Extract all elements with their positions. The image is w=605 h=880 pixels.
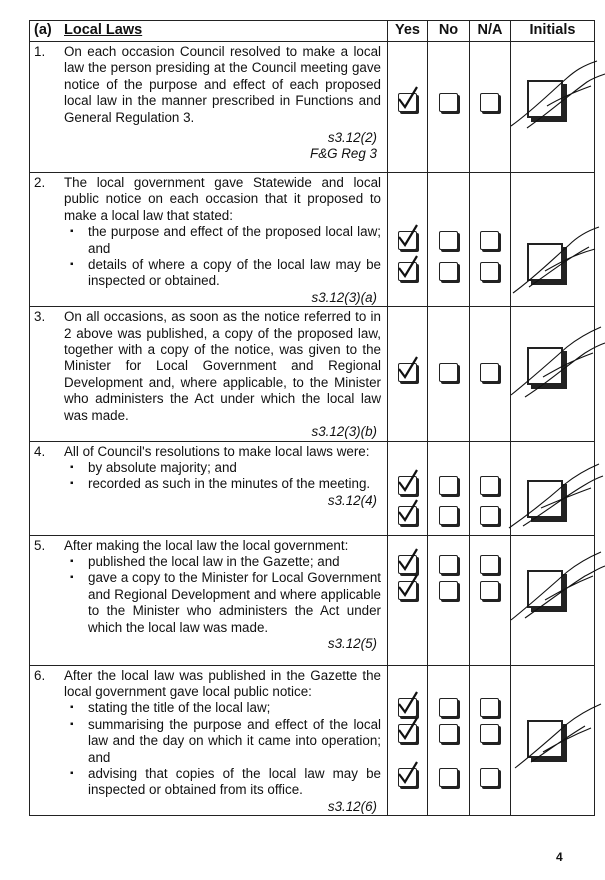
yes-checkbox[interactable]: [398, 698, 417, 717]
bullet-text: stating the title of the local law;: [88, 700, 271, 716]
item-number: 1.: [34, 44, 46, 59]
check-mark-icon: [396, 224, 420, 248]
initials-box[interactable]: [527, 570, 563, 608]
bullet-text: summarising the purpose and effect of the local law and the day on which it came into operation; and: [88, 716, 381, 765]
table-header-row: [30, 21, 595, 42]
page-number: 4: [556, 850, 563, 864]
na-cell: [470, 307, 511, 441]
initials-box[interactable]: [527, 80, 563, 118]
check-mark-icon: [396, 255, 420, 279]
check-mark-icon: [396, 469, 420, 493]
bullet-icon: ▪: [70, 767, 74, 779]
check-mark-icon: [396, 574, 420, 598]
no-checkbox[interactable]: [439, 506, 458, 525]
no-checkbox[interactable]: [439, 581, 458, 600]
na-cell: [470, 42, 511, 173]
item-reference-2: F&G Reg 3: [310, 146, 377, 162]
no-checkbox[interactable]: [439, 476, 458, 495]
initials-cell: [511, 307, 595, 441]
yes-checkbox[interactable]: [398, 581, 417, 600]
item-text: All of Council's resolutions to make local laws were:: [64, 443, 370, 459]
bullet-icon: ▪: [70, 461, 74, 473]
yes-cell: [388, 42, 428, 173]
no-checkbox[interactable]: [439, 93, 458, 112]
yes-cell: [388, 441, 428, 535]
initials-cell: [511, 665, 595, 816]
no-checkbox[interactable]: [439, 724, 458, 743]
na-checkbox[interactable]: [480, 93, 499, 112]
bullet-text: gave a copy to the Minister for Local Government and Regional Development and where applicable to the Minister who administers the Act under which the local law was made.: [88, 570, 381, 635]
no-checkbox[interactable]: [439, 231, 458, 250]
check-mark-icon: [396, 548, 420, 572]
signature-icon: [507, 56, 605, 136]
na-checkbox[interactable]: [480, 262, 499, 281]
item-number: 2.: [34, 175, 46, 190]
na-checkbox[interactable]: [480, 698, 499, 717]
table-row: [30, 173, 595, 307]
na-checkbox[interactable]: [480, 231, 499, 250]
item-cell-3: [30, 307, 388, 441]
signature-icon: [507, 456, 605, 536]
section-label: (a): [34, 22, 52, 38]
bullet-icon: ▪: [70, 226, 74, 238]
na-checkbox[interactable]: [480, 724, 499, 743]
table-row: [30, 42, 595, 173]
na-checkbox[interactable]: [480, 581, 499, 600]
initials-box[interactable]: [527, 720, 563, 758]
signature-icon: [507, 546, 605, 626]
item-text: The local government gave Statewide and local public notice on each occasion that it proposed to make a local law that stated:: [64, 175, 381, 223]
item-cell-6: [30, 665, 388, 816]
col-na-header: N/A: [470, 21, 511, 42]
na-cell: [470, 665, 511, 816]
no-checkbox[interactable]: [439, 262, 458, 281]
bullet-text: advising that copies of the local law may be inspected or obtained from its office.: [88, 765, 381, 798]
item-reference: s3.12(2): [327, 130, 377, 146]
na-cell: [470, 173, 511, 307]
initials-cell: [511, 173, 595, 307]
signature-icon: [507, 323, 605, 403]
bullet-icon: ▪: [70, 478, 74, 490]
item-reference: s3.12(3)(b): [311, 424, 377, 440]
item-reference: s3.12(6): [327, 798, 377, 814]
item-number: 5.: [34, 537, 46, 553]
yes-checkbox[interactable]: [398, 363, 417, 382]
yes-checkbox[interactable]: [398, 476, 417, 495]
na-checkbox[interactable]: [480, 768, 499, 787]
na-checkbox[interactable]: [480, 506, 499, 525]
bullet-text: published the local law in the Gazette; and: [88, 553, 340, 569]
yes-cell: [388, 665, 428, 816]
check-mark-icon: [396, 761, 420, 785]
table-row: [30, 535, 595, 665]
na-checkbox[interactable]: [480, 476, 499, 495]
section-title: Local Laws: [64, 22, 143, 38]
yes-cell: [388, 535, 428, 665]
no-cell: [428, 665, 470, 816]
yes-checkbox[interactable]: [398, 506, 417, 525]
no-cell: [428, 307, 470, 441]
table-row: [30, 441, 595, 535]
bullet-icon: ▪: [70, 572, 74, 584]
item-text: On each occasion Council resolved to make a local law the person presiding at the Council meeting gave notice of the purpose and effect of each proposed local law in the manner prescribed in Functions and General Regulation 3.: [64, 44, 381, 125]
bullet-text: by absolute majority; and: [88, 459, 237, 475]
item-text: On all occasions, as soon as the notice referred to in 2 above was published, a copy of the proposed law, together with a copy of the notice, was given to the Minister for Local Government and Regional Development and, where applicable, to the Minister who administers the Act under which the local law was made.: [64, 309, 381, 423]
no-checkbox[interactable]: [439, 768, 458, 787]
no-cell: [428, 441, 470, 535]
bullet-icon: ▪: [70, 555, 74, 567]
no-checkbox[interactable]: [439, 363, 458, 382]
initials-box[interactable]: [527, 480, 563, 518]
check-mark-icon: [396, 717, 420, 741]
item-number: 6.: [34, 667, 46, 683]
item-number: 3.: [34, 309, 46, 325]
item-text: After making the local law the local government:: [64, 537, 349, 553]
check-mark-icon: [396, 356, 420, 380]
table-row: [30, 665, 595, 816]
no-cell: [428, 173, 470, 307]
bullet-icon: ▪: [70, 259, 74, 271]
no-cell: [428, 42, 470, 173]
item-cell-4: [30, 441, 388, 535]
section-title-cell: [30, 21, 388, 42]
check-mark-icon: [396, 86, 420, 110]
yes-checkbox[interactable]: [398, 262, 417, 281]
na-cell: [470, 441, 511, 535]
initials-box[interactable]: [527, 347, 563, 385]
na-checkbox[interactable]: [480, 363, 499, 382]
col-initials-header: Initials: [511, 21, 595, 42]
yes-cell: [388, 173, 428, 307]
initials-cell: [511, 441, 595, 535]
col-yes-header: Yes: [388, 21, 428, 42]
signature-icon: [507, 219, 605, 299]
initials-cell: [511, 535, 595, 665]
bullet-icon: ▪: [70, 702, 74, 714]
yes-checkbox[interactable]: [398, 93, 417, 112]
item-cell-2: [30, 173, 388, 307]
col-no-header: No: [428, 21, 470, 42]
signature-icon: [507, 696, 605, 776]
na-cell: [470, 535, 511, 665]
no-cell: [428, 535, 470, 665]
yes-checkbox[interactable]: [398, 724, 417, 743]
bullet-icon: ▪: [70, 718, 74, 730]
check-mark-icon: [396, 499, 420, 523]
item-cell-1: [30, 42, 388, 173]
bullet-text: details of where a copy of the local law may be inspected or obtained.: [88, 257, 381, 289]
yes-cell: [388, 307, 428, 441]
initials-cell: [511, 42, 595, 173]
no-checkbox[interactable]: [439, 555, 458, 574]
initials-box[interactable]: [527, 243, 563, 281]
check-mark-icon: [396, 691, 420, 715]
item-reference: s3.12(5): [327, 635, 377, 651]
item-cell-5: [30, 535, 388, 665]
item-number: 4.: [34, 443, 46, 459]
bullet-text: recorded as such in the minutes of the meeting.: [88, 476, 371, 492]
table-row: [30, 307, 595, 441]
bullet-text: the purpose and effect of the proposed local law; and: [88, 224, 381, 256]
yes-checkbox[interactable]: [398, 768, 417, 787]
na-checkbox[interactable]: [480, 555, 499, 574]
local-laws-checklist-table: [29, 20, 595, 816]
yes-checkbox[interactable]: [398, 555, 417, 574]
item-reference: s3.12(4): [327, 492, 377, 508]
item-text: After the local law was published in the Gazette the local government gave local public notice:: [64, 667, 381, 699]
item-reference: s3.12(3)(a): [311, 289, 377, 305]
yes-checkbox[interactable]: [398, 231, 417, 250]
no-checkbox[interactable]: [439, 698, 458, 717]
